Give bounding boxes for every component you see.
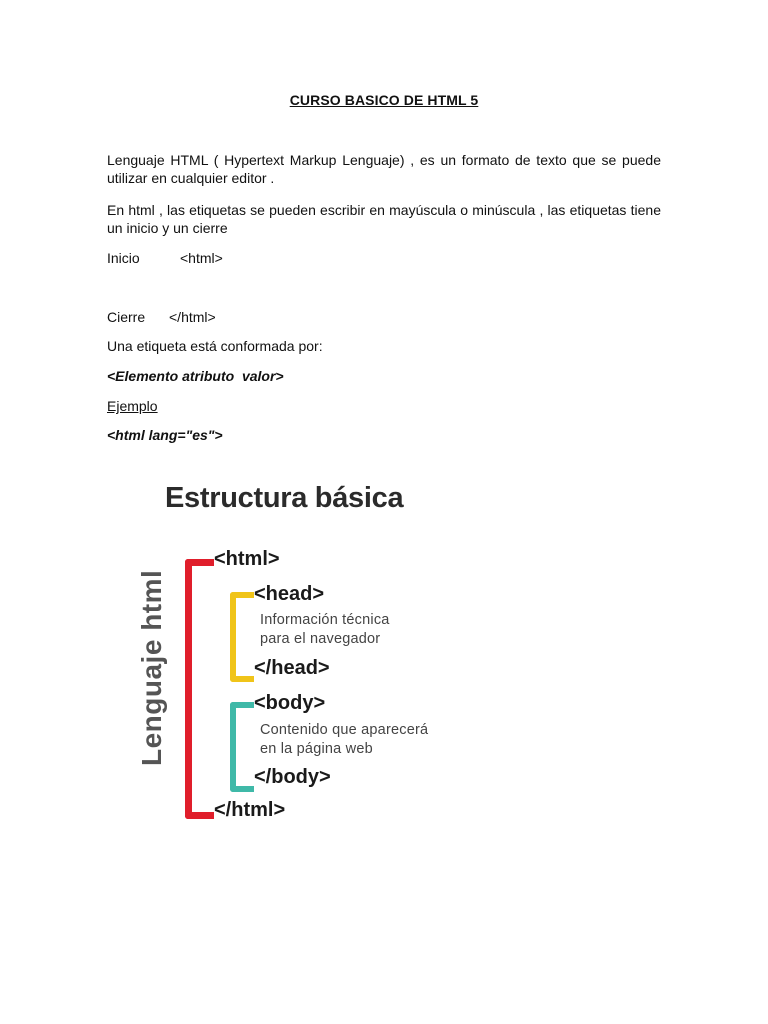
diagram-side-label: Lenguaje html <box>136 569 167 766</box>
html-structure-diagram <box>130 470 470 840</box>
paragraph-intro: Lenguaje HTML ( Hypertext Markup Lenguaje) , es un formato de texto que se puede utilizar en cualquier editor . <box>107 152 661 186</box>
body-close-tag: </body> <box>254 766 331 788</box>
html-open-tag: <html> <box>214 548 280 570</box>
ejemplo-tag: <html lang="es"> <box>107 427 223 443</box>
html-close-tag: </html> <box>214 799 286 821</box>
head-desc-line1: Información técnica <box>260 612 390 628</box>
html-bracket <box>185 559 214 819</box>
diagram-title: Estructura básica <box>165 482 404 514</box>
body-desc-line1: Contenido que aparecerá <box>260 722 429 738</box>
estructura-tag: <Elemento atributo valor> <box>107 368 284 384</box>
body-desc-line2: en la página web <box>260 741 373 757</box>
inicio-tag: <html> <box>180 250 223 266</box>
cierre-tag: </html> <box>169 309 216 325</box>
conformada-text: Una etiqueta está conformada por: <box>107 338 323 354</box>
head-close-tag: </head> <box>254 657 330 679</box>
cierre-label: Cierre <box>107 309 146 325</box>
head-desc-line2: para el navegador <box>260 631 381 647</box>
ejemplo-label: Ejemplo <box>107 398 158 414</box>
head-open-tag: <head> <box>254 583 325 605</box>
inicio-label: Inicio <box>107 250 140 266</box>
head-bracket <box>230 592 254 682</box>
body-open-tag: <body> <box>254 692 326 714</box>
body-bracket <box>230 702 254 792</box>
paragraph-etiquetas: En html , las etiquetas se pueden escribir en mayúscula o minúscula , las etiquetas tiene un inicio y un cierre <box>107 202 661 236</box>
document-title: CURSO BASICO DE HTML 5 <box>289 92 479 108</box>
